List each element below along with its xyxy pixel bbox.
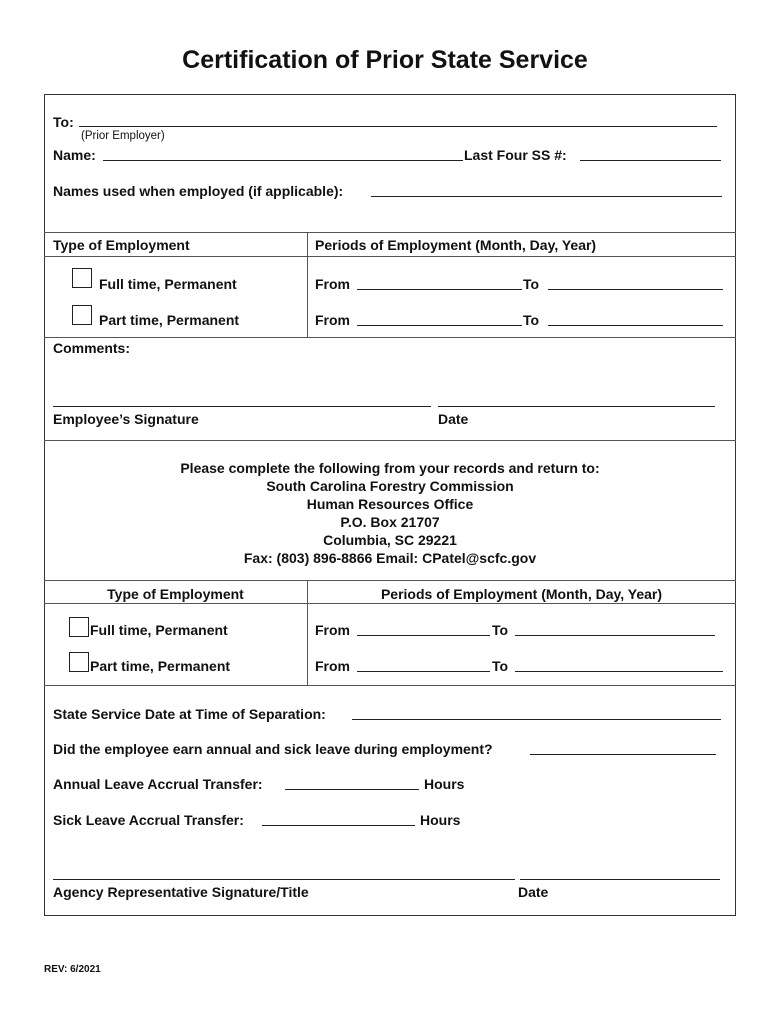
agency-name: South Carolina Forestry Commission [266, 478, 514, 494]
to-label: To [492, 622, 509, 638]
date-label: Date [518, 884, 549, 900]
names-used-label: Names used when employed (if applicable): [53, 183, 344, 199]
fax-email: Fax: (803) 896-8866 Email: CPatel@scfc.gov [243, 550, 537, 566]
from-label: From [315, 312, 350, 328]
prior-employer-note: (Prior Employer) [81, 130, 165, 142]
names-used-field[interactable] [371, 196, 722, 197]
full-time-to-field[interactable] [548, 289, 723, 290]
date-label: Date [438, 411, 469, 427]
name-label: Name: [53, 147, 96, 163]
periods-of-employment-header: Periods of Employment (Month, Day, Year) [315, 237, 597, 253]
sick-leave-field[interactable] [262, 825, 415, 826]
to-label: To [492, 658, 509, 674]
annual-leave-unit: Hours [424, 776, 465, 792]
employee-signature-label: Employee’s Signature [53, 411, 199, 427]
part-time-from-field[interactable] [357, 671, 490, 672]
divider [44, 440, 736, 441]
part-time-to-field[interactable] [548, 325, 723, 326]
annual-leave-label: Annual Leave Accrual Transfer: [53, 776, 263, 792]
part-time-checkbox[interactable] [72, 305, 92, 325]
city-state-zip: Columbia, SC 29221 [323, 532, 457, 548]
to-label: To [523, 312, 540, 328]
from-label: From [315, 622, 350, 638]
agency-signature-label: Agency Representative Signature/Title [53, 884, 309, 900]
comments-label: Comments: [53, 340, 131, 356]
divider [44, 256, 736, 257]
part-time-checkbox[interactable] [69, 652, 89, 672]
divider [44, 580, 736, 581]
divider [44, 232, 736, 233]
leave-question-label: Did the employee earn annual and sick leave during employment? [53, 741, 493, 757]
to-field[interactable] [79, 126, 717, 127]
divider [44, 337, 736, 338]
employee-date-field[interactable] [438, 406, 715, 407]
periods-of-employment-header: Periods of Employment (Month, Day, Year) [380, 586, 663, 602]
office-name: Human Resources Office [306, 496, 474, 512]
from-label: From [315, 658, 350, 674]
name-field[interactable] [103, 160, 463, 161]
last-four-ss-label: Last Four SS #: [464, 147, 567, 163]
sick-leave-label: Sick Leave Accrual Transfer: [53, 812, 244, 828]
last-four-ss-field[interactable] [580, 160, 721, 161]
full-time-from-field[interactable] [357, 289, 522, 290]
annual-leave-field[interactable] [285, 789, 419, 790]
leave-question-field[interactable] [530, 754, 716, 755]
full-time-checkbox[interactable] [69, 617, 89, 637]
from-label: From [315, 276, 350, 292]
full-time-label: Full time, Permanent [90, 622, 228, 638]
form-title: Certification of Prior State Service [182, 46, 588, 74]
part-time-from-field[interactable] [357, 325, 522, 326]
column-divider [307, 232, 308, 337]
to-label: To: [53, 114, 74, 130]
part-time-label: Part time, Permanent [99, 312, 240, 328]
full-time-label: Full time, Permanent [99, 276, 237, 292]
full-time-from-field[interactable] [357, 635, 490, 636]
agency-date-field[interactable] [520, 879, 720, 880]
employee-signature-field[interactable] [53, 406, 431, 407]
state-service-date-label: State Service Date at Time of Separation: [53, 706, 326, 722]
part-time-label: Part time, Permanent [90, 658, 231, 674]
to-label: To [523, 276, 540, 292]
full-time-to-field[interactable] [515, 635, 715, 636]
type-of-employment-header: Type of Employment [53, 237, 190, 253]
part-time-to-field[interactable] [515, 671, 723, 672]
po-box: P.O. Box 21707 [340, 514, 440, 530]
divider [44, 685, 736, 686]
state-service-date-field[interactable] [352, 719, 721, 720]
revision-label: REV: 6/2021 [44, 964, 101, 975]
full-time-checkbox[interactable] [72, 268, 92, 288]
divider [44, 603, 736, 604]
return-instructions: Please complete the following from your records and return to: [180, 460, 600, 476]
type-of-employment-header: Type of Employment [107, 586, 244, 602]
agency-signature-field[interactable] [53, 879, 515, 880]
sick-leave-unit: Hours [420, 812, 461, 828]
